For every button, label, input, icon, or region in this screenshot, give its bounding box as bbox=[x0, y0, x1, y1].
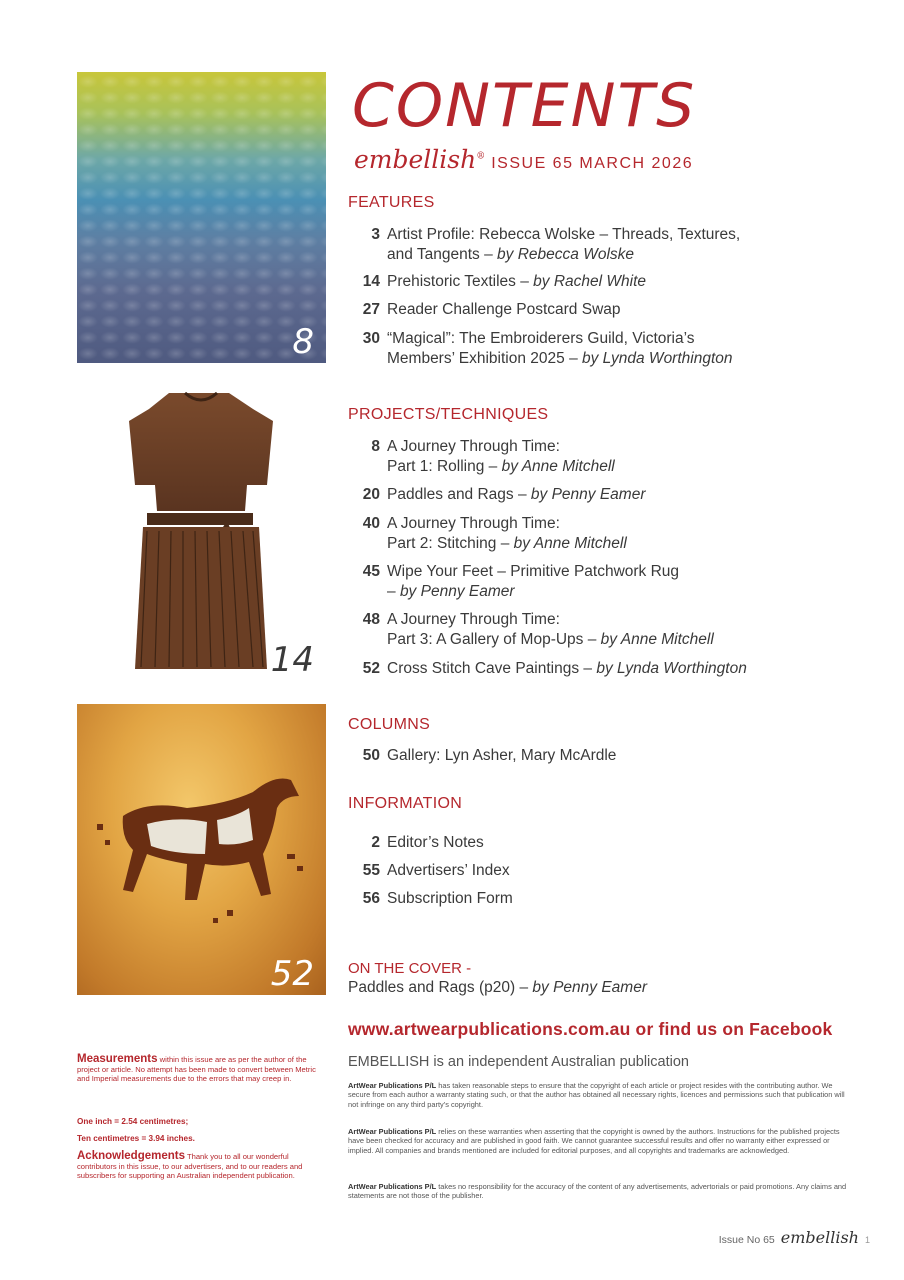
toc-item[interactable]: 3 Artist Profile: Rebecca Wolske – Threads, Textures, and Tangents – by Rebecca Wolske bbox=[348, 225, 740, 265]
photo-page-number: 52 bbox=[270, 954, 314, 994]
toc-item[interactable]: 56 Subscription Form bbox=[348, 889, 513, 909]
footer-brand: embellish bbox=[780, 1228, 859, 1247]
section-heading-information: INFORMATION bbox=[348, 795, 463, 812]
masthead bbox=[354, 145, 693, 174]
photo-page-number: 14 bbox=[270, 640, 314, 680]
section-heading-columns: COLUMNS bbox=[348, 716, 431, 733]
toc-page-number: 55 bbox=[362, 862, 380, 879]
toc-page-number: 52 bbox=[362, 660, 380, 677]
photo-page-number: 8 bbox=[292, 322, 314, 362]
toc-page-number: 8 bbox=[371, 438, 380, 455]
measurements-note: Measurements within this issue are as per the author of the project or article. No attempt has been made to convert between Metric and Imperial measurements due to the errors that may creep in. bbox=[77, 1053, 316, 1084]
brand-logo: embellish® bbox=[354, 145, 486, 174]
footer-page-number: 1 bbox=[864, 1235, 870, 1245]
toc-item[interactable]: 8 A Journey Through Time: Part 1: Rolling – by Anne Mitchell bbox=[348, 437, 615, 477]
horse-illustration bbox=[77, 704, 326, 995]
page-title: CONTENTS bbox=[352, 71, 697, 141]
toc-item[interactable]: 52 Cross Stitch Cave Paintings – by Lynda Worthington bbox=[348, 659, 747, 679]
toc-page-number: 2 bbox=[371, 834, 380, 851]
toc-item[interactable]: 50 Gallery: Lyn Asher, Mary McArdle bbox=[348, 746, 616, 766]
toc-page-number: 40 bbox=[362, 515, 380, 532]
garment-illustration bbox=[77, 381, 326, 681]
toc-page-number: 20 bbox=[362, 486, 380, 503]
toc-page-number: 50 bbox=[362, 747, 380, 764]
website-link[interactable]: www.artwearpublications.com.au or find us on Facebook bbox=[348, 1019, 833, 1039]
toc-item[interactable]: 20 Paddles and Rags – by Penny Eamer bbox=[348, 485, 646, 505]
prehistoric-garment-image bbox=[77, 381, 326, 681]
page-footer bbox=[719, 1228, 870, 1247]
toc-item[interactable]: 48 A Journey Through Time: Part 3: A Gallery of Mop-Ups – by Anne Mitchell bbox=[348, 610, 714, 650]
footer-issue: Issue No 65 bbox=[718, 1234, 775, 1246]
toc-item[interactable]: 2 Editor’s Notes bbox=[348, 833, 484, 853]
section-heading-features: FEATURES bbox=[348, 194, 435, 211]
toc-item[interactable]: 30 “Magical”: The Embroiderers Guild, Victoria’s Members’ Exhibition 2025 – by Lynda Worthington bbox=[348, 329, 733, 369]
toc-page-number: 45 bbox=[362, 563, 380, 580]
toc-page-number: 48 bbox=[362, 611, 380, 628]
toc-page-number: 14 bbox=[362, 273, 380, 290]
acknowledgements-note: Acknowledgements Thank you to all our wonderful contributors in this issue, to our advertisers, and to our readers and subscribers for supporting an Australian independent publication. bbox=[77, 1150, 303, 1181]
independent-statement: EMBELLISH is an independent Australian publication bbox=[348, 1054, 689, 1070]
legal-paragraph: ArtWear Publications P/L takes no responsibility for the accuracy of the content of any advertisements, advertorials or paid promotions. Any claims and statements are not those of the publisher. bbox=[348, 1182, 847, 1201]
conversion-inch: One inch = 2.54 centimetres; bbox=[77, 1117, 189, 1126]
cave-painting-cross-stitch-image bbox=[77, 704, 326, 995]
toc-page-number: 3 bbox=[371, 226, 380, 243]
toc-page-number: 56 bbox=[362, 890, 380, 907]
toc-item[interactable]: 14 Prehistoric Textiles – by Rachel White bbox=[348, 272, 646, 292]
toc-item[interactable]: 27 Reader Challenge Postcard Swap bbox=[348, 300, 621, 320]
on-the-cover-text: Paddles and Rags (p20) – by Penny Eamer bbox=[348, 979, 647, 996]
cover-image-felt-texture bbox=[77, 72, 326, 363]
toc-page-number: 27 bbox=[362, 301, 380, 318]
toc-item[interactable]: 40 A Journey Through Time: Part 2: Stitching – by Anne Mitchell bbox=[348, 514, 627, 554]
legal-paragraph: ArtWear Publications P/L has taken reasonable steps to ensure that the copyright of each article or project resides with the contributing author. We secure from each author a warranty stating such, or that the author has obtained all necessary rights, licences and permissions such that publication will not infringe on any third party’s copyright. bbox=[348, 1081, 845, 1109]
conversion-cm: Ten centimetres = 3.94 inches. bbox=[77, 1134, 195, 1143]
toc-item[interactable]: 55 Advertisers’ Index bbox=[348, 861, 510, 881]
issue-line: ISSUE 65 MARCH 2026 bbox=[491, 155, 694, 172]
on-the-cover-label: ON THE COVER - bbox=[348, 960, 472, 977]
toc-page-number: 30 bbox=[362, 330, 380, 347]
toc-item[interactable]: 45 Wipe Your Feet – Primitive Patchwork Rug – by Penny Eamer bbox=[348, 562, 679, 602]
legal-paragraph: ArtWear Publications P/L relies on these warranties when asserting that the copyright is owned by the authors. Instructions for the published projects have been checked for accuracy and are published in good faith. We cannot guarantee successful results and offer no warranty either expressed or implied. All companies and brands mentioned are included for editorial purposes, and all copyrights and trademarks are acknowledged. bbox=[348, 1127, 840, 1155]
section-heading-projects: PROJECTS/TECHNIQUES bbox=[348, 406, 549, 423]
